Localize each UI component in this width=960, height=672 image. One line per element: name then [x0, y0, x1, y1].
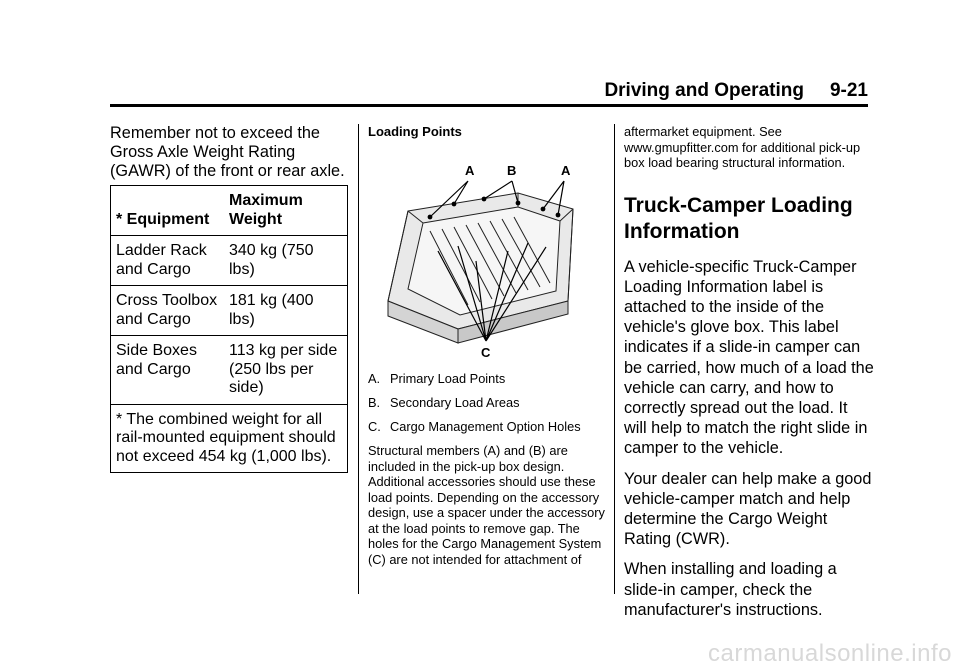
table-cell: 181 kg (400 lbs) [224, 286, 348, 336]
paragraph: A vehicle-specific Truck-Camper Loading Information label is attached to the inside of the vehicle's glove box. This label indicates if a slide-in camper can be carried, how much of a load the vehicle can carry, and how to correctly spread out the load. It will help to match the right slide in camper to the vehicle. [624, 257, 874, 458]
column-1 [110, 124, 348, 473]
legend-text: Cargo Management Option Holes [390, 419, 581, 434]
gawr-reminder: Remember not to exceed the Gross Axle Weight Rating (GAWR) of the front or rear axle. [110, 124, 345, 180]
table-row [111, 286, 348, 336]
column-3 [624, 124, 874, 630]
table-cell: 113 kg per side (250 lbs per side) [224, 336, 348, 405]
column-2 [368, 124, 606, 567]
table-header-row [111, 186, 348, 236]
list-item [368, 371, 606, 386]
watermark: carmanualsonline.info [708, 640, 952, 667]
paragraph: When installing and loading a slide-in camper, check the manufacturer's instructions. [624, 560, 837, 619]
table-footnote: * The combined weight for all rail-mounted equipment should not exceed 454 kg (1,000 lbs). [111, 404, 348, 473]
header-rule [110, 104, 868, 107]
structural-members-text: Structural members (A) and (B) are included in the pick-up box design. Additional accessories should use these load points. Depending on the accessory design, use a spacer under the accessory at the load points to remove gap. The holes for the Cargo Management System (C) are not intended for attachment of [368, 443, 605, 567]
figure-legend [368, 371, 606, 434]
legend-key: B. [368, 395, 381, 410]
legend-text: Secondary Load Areas [390, 395, 520, 410]
legend-key: C. [368, 419, 381, 434]
label-b: B [507, 163, 517, 178]
label-c: C [481, 345, 491, 360]
page-number: 9-21 [829, 80, 868, 101]
column-header-max-weight: Maximum Weight [224, 186, 348, 236]
section-title: Driving and Operating [604, 80, 804, 101]
table-cell: Ladder Rack and Cargo [111, 236, 225, 286]
column-divider [358, 124, 359, 594]
truck-bed-drawing [368, 151, 606, 361]
table-cell: Cross Toolbox and Cargo [111, 286, 225, 336]
table-cell: Side Boxes and Cargo [111, 336, 225, 405]
column-header-equipment: * Equipment [111, 186, 225, 236]
label-a-right: A [561, 163, 571, 178]
paragraph: Your dealer can help make a good vehicle-camper match and help determine the Cargo Weight Rating (CWR). [624, 469, 872, 549]
column-divider [614, 124, 615, 594]
section-heading: Truck-Camper Loading Information [624, 193, 853, 243]
equipment-weight-table [110, 185, 348, 473]
table-row [111, 336, 348, 405]
label-a-left: A [465, 163, 475, 178]
list-item [368, 419, 606, 434]
loading-points-illustration [368, 151, 606, 361]
legend-text: Primary Load Points [390, 371, 506, 386]
table-footnote-row [111, 404, 348, 473]
figure-title: Loading Points [368, 124, 462, 139]
running-header [604, 80, 868, 102]
list-item [368, 395, 606, 410]
table-row [111, 236, 348, 286]
legend-key: A. [368, 371, 381, 386]
table-cell: 340 kg (750 lbs) [224, 236, 348, 286]
continued-text: aftermarket equipment. See www.gmupfitter.com for additional pick-up box load bearing structural information. [624, 124, 861, 170]
